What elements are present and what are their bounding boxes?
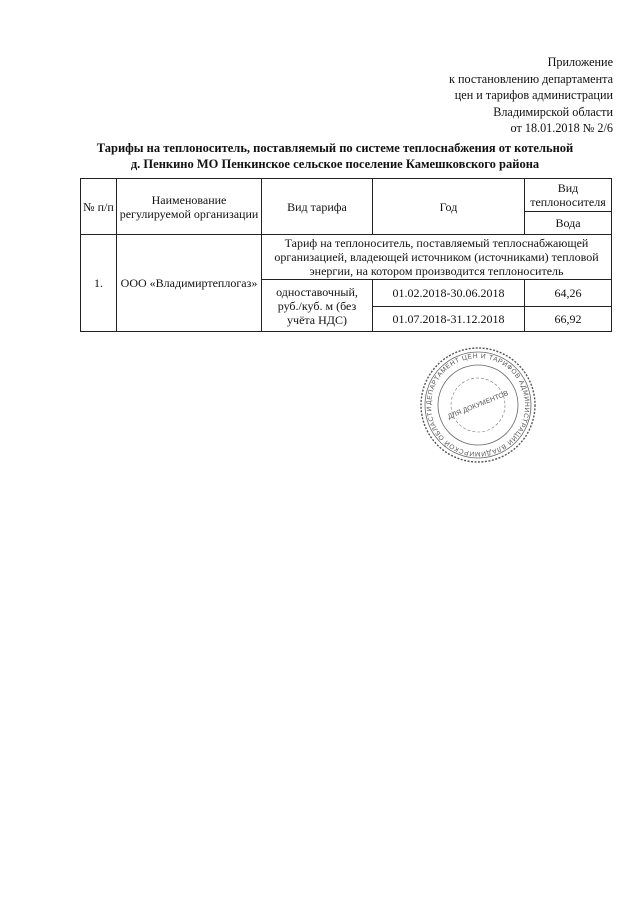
period-2: 01.07.2018-31.12.2018 (373, 307, 525, 332)
document-title (40, 140, 630, 172)
header-num: № п/п (81, 179, 117, 235)
title-line-2: д. Пенкино МО Пенкинское сельское поселение Камешковского района (130, 157, 540, 171)
official-seal (418, 345, 538, 465)
header-year: Год (373, 179, 525, 235)
row-rate-type: одноставочный, руб./куб. м (без учёта НДС) (262, 280, 373, 332)
header-water: Вода (525, 212, 612, 235)
appendix-line-5: от 18.01.2018 № 2/6 (510, 121, 613, 135)
header-tariff-type: Вид тарифа (262, 179, 373, 235)
row-org: ООО «Владимиртеплогаз» (117, 235, 262, 332)
appendix-line-2: к постановлению департамента (449, 71, 613, 86)
seal-ring-text: ДЕПАРТАМЕНТ ЦЕН И ТАРИФОВ АДМИНИСТРАЦИИ ВЛАДИМИРСКОЙ ОБЛАСТИ (425, 352, 531, 458)
row-num: 1. (81, 235, 117, 332)
value-1: 64,26 (525, 280, 612, 307)
tariff-table (80, 178, 612, 332)
seal-center-text: ДЛЯ ДОКУМЕНТОВ (446, 390, 510, 421)
appendix-line-3: цен и тарифов администрации (454, 88, 613, 102)
header-org: Наименование регулируемой организации (117, 179, 262, 235)
value-2: 66,92 (525, 307, 612, 332)
appendix-line-1: Приложение (547, 55, 613, 69)
appendix-line-4: Владимирской области (493, 104, 613, 119)
period-1: 01.02.2018-30.06.2018 (373, 280, 525, 307)
title-line-1: Тарифы на теплоноситель, поставляемый по системе теплоснабжения от котельной (96, 141, 574, 155)
row-description: Тариф на теплоноситель, поставляемый теплоснабжающей организацией, владеющей источником (источниками) тепловой энергии, на котором производится теплоноситель (262, 235, 612, 280)
appendix-block (449, 54, 613, 137)
header-carrier: Вид теплоносителя (525, 179, 612, 212)
